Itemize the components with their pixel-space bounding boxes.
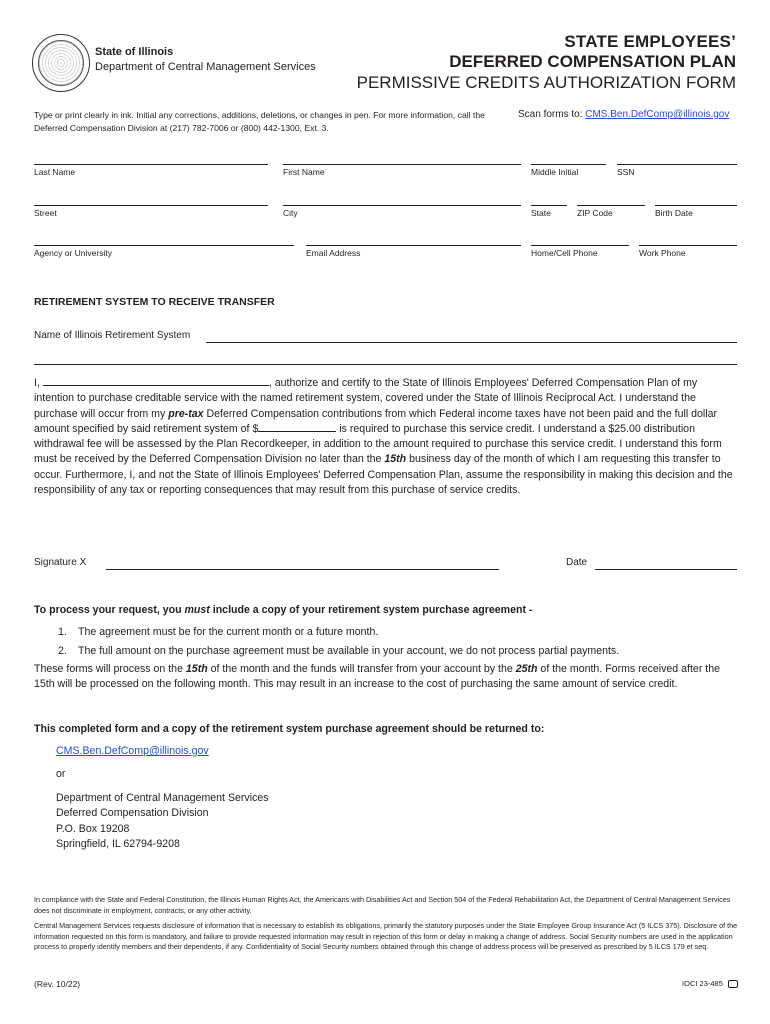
work-phone-label: Work Phone [639,248,686,258]
auth-text-4: business day of the month of which I am requesting this transfer to occur. Furthermore, I, and not the State of Illinois Employees' Deferred Compensation Plan, assume the responsibility in making this decision and the responsibility of any tax or reporting consequences that may result from this purchase of service credits. [34,453,733,497]
retirement-system-field[interactable] [206,342,737,343]
auth-text-1: , authorize and certify to the State of Illinois Employees' Deferred Compensation Plan of my intention to purchase creditable service with the named retirement system, covered under the State of Illinois Reciprocal Act. I understand the purchase will occur from my [34,377,698,420]
home-phone-label: Home/Cell Phone [531,248,598,258]
retirement-section-title: RETIREMENT SYSTEM TO RECEIVE TRANSFER [34,296,275,308]
process-list [58,623,619,661]
revision-date: (Rev. 10/22) [34,979,81,989]
org-name: State of Illinois [95,46,174,58]
process-paragraph: These forms will process on the 15th of the month and the funds will transfer from your account by the 25th of the month. Forms received after the 15th will be processed on the following month. This may result in an increase to the cost of purchasing the same amount of service credit. [34,663,721,691]
last-name-field[interactable] [34,164,268,165]
state-label: State [531,208,551,218]
work-phone-field[interactable] [639,245,737,246]
process-head-b: include a copy of your retirement system purchase agreement - [209,604,533,616]
home-phone-field[interactable] [531,245,629,246]
scan-label: Scan forms to: [518,109,586,120]
city-field[interactable] [283,205,521,206]
ssn-label: SSN [617,167,635,177]
date-field[interactable] [595,569,737,570]
return-email-link[interactable]: CMS.Ben.DefComp@illinois.gov [56,745,209,757]
street-label: Street [34,208,57,218]
middle-initial-label: Middle Initial [531,167,579,177]
first-name-label: First Name [283,167,325,177]
return-or: or [56,768,66,780]
first-name-field[interactable] [283,164,521,165]
authorizer-name-field[interactable] [43,376,269,386]
birth-date-field[interactable] [655,205,737,206]
signature-label: Signature X [34,557,87,568]
agency-label: Agency or University [34,248,112,258]
retirement-system-field-line2[interactable] [34,364,737,365]
compliance-notice: In compliance with the State and Federal Constitution, the Illinois Human Rights Act, the Americans with Disabilities Act and Section 504 of the Federal Rehabilitation Act, the Department of Central Management Services does not discriminate in employment, contracts, or any other activity. [34,895,731,915]
zip-field[interactable] [577,205,645,206]
zip-label: ZIP Code [577,208,613,218]
org-department: Department of Central Management Services [95,61,316,73]
auth-text-3: is required to purchase this service credit. I understand a $25.00 distribution withdrawal fee will be assessed by the Plan Recordkeeper, in addition to the amount required to purchase this service credit. I understand this form must be received by the Deferred Compensation Division no later than the [34,422,722,466]
birth-date-label: Birth Date [655,208,693,218]
ioci-number: IOCI 23-485 [682,979,738,988]
process-heading [34,604,532,616]
agency-field[interactable] [34,245,294,246]
recycle-icon [728,980,738,988]
form-title-line1: STATE EMPLOYEES’ [564,32,736,51]
process-head-a: To process your request, you [34,604,185,616]
auth-15th: 15th [384,453,407,466]
disclosure-notice: Central Management Services requests disclosure of information that is necessary to establish its obligations, primarily the statutory purposes under the State Employee Group Insurance Act (5 ILCS 375). Disclosure of the information requested on this form is mandatory, and failure to provide requested information may result in rejection of this form or delay in making a change of address. Social Security numbers are used in the application process to properly identify members and their dependents, if any. Confidentiality of Social Security numbers obtained through this change of address process will be preserved as prescribed by 5 ILCS 179 et seq. [34,921,738,951]
middle-initial-field[interactable] [531,164,606,165]
auth-text-2: Deferred Compensation contributions from which Federal income taxes have not been paid and the full dollar amount specified by said retirement system of $ [34,407,718,435]
date-label: Date [566,557,588,568]
state-field[interactable] [531,205,567,206]
email-field[interactable] [306,245,521,246]
street-field[interactable] [34,205,268,206]
auth-pretax: pre-tax [168,407,204,420]
authorization-paragraph [34,376,739,498]
email-label: Email Address [306,248,361,258]
form-title-line2: DEFERRED COMPENSATION PLAN [449,52,736,71]
retirement-system-label: Name of Illinois Retirement System [34,330,191,341]
return-heading: This completed form and a copy of the retirement system purchase agreement should be returned to: [34,723,545,735]
scan-email-link[interactable]: CMS.Ben.DefComp@illinois.gov [585,109,730,120]
instructions: Type or print clearly in ink. Initial any corrections, additions, deletions, or changes in pen. For more information, call the Deferred Compensation Division at (217) 782-7006 or (800) 442-1300, Ext. 3. [34,110,485,133]
list-item: 1. The agreement must be for the current month or a future month. [58,626,379,638]
list-item: 2. The full amount on the purchase agreement must be available in your account, we do not process partial payments. [58,645,620,657]
last-name-label: Last Name [34,167,76,177]
scan-instructions [518,109,729,120]
amount-field[interactable] [258,422,336,432]
state-seal-icon [32,34,90,92]
auth-i: I, [34,377,43,389]
process-head-must: must [184,604,210,616]
form-title-line3: PERMISSIVE CREDITS AUTHORIZATION FORM [356,73,736,92]
ssn-field[interactable] [617,164,737,165]
city-label: City [283,208,298,218]
mailing-address: Department of Central Management Services Deferred Compensation Division P.O. Box 19208 Springfield, IL 62794-9208 [56,792,269,850]
signature-field[interactable] [106,569,499,570]
